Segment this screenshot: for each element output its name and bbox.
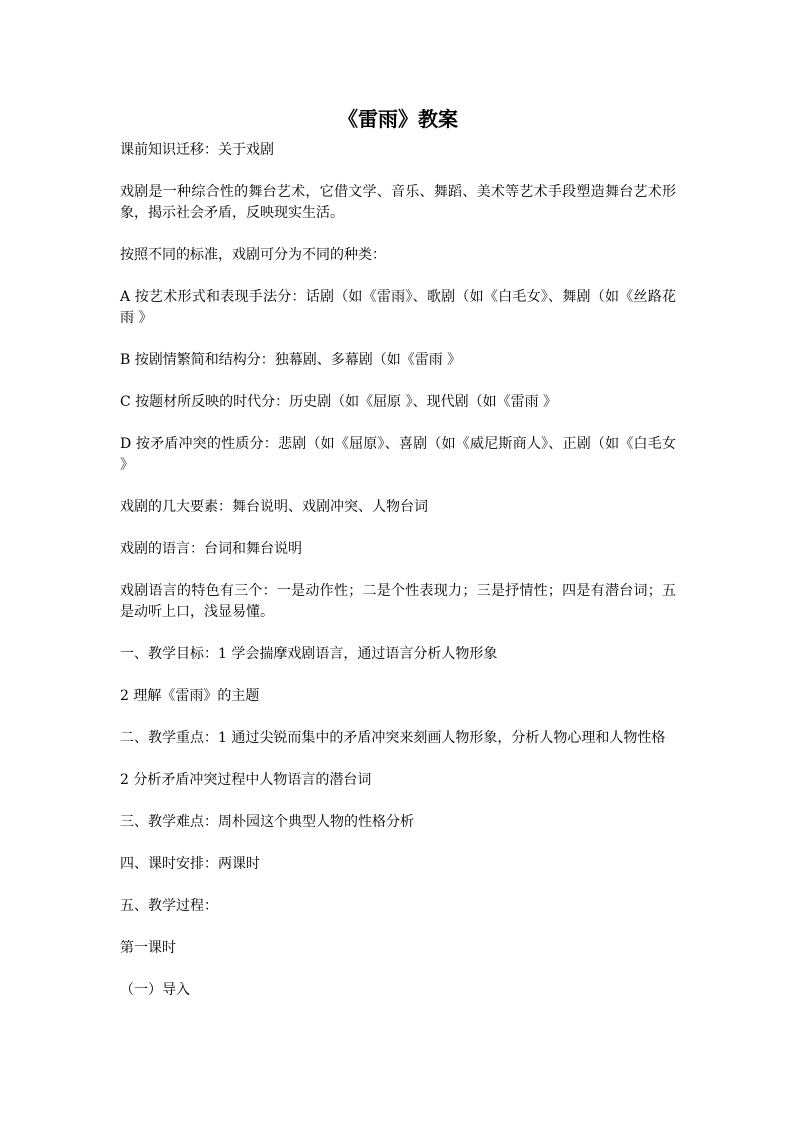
paragraph-intro-heading: 课前知识迁移：关于戏剧 — [120, 142, 274, 158]
paragraph-teaching-goal-2: 2 理解《雷雨》的主题 — [120, 688, 260, 704]
document-content — [120, 106, 676, 1022]
paragraph-category-d: D 按矛盾冲突的性质分：悲剧（如《屈原》、喜剧（如《威尼斯商人》、正剧（如《白毛女 》 — [120, 436, 676, 473]
paragraph-category-b: B 按剧情繁简和结构分：独幕剧、多幕剧（如《雷雨 》 — [120, 352, 462, 368]
paragraph-teaching-focus-2: 2 分析矛盾冲突过程中人物语言的潜台词 — [120, 772, 372, 788]
paragraph-category-c: C 按题材所反映的时代分：历史剧（如《屈原 》、现代剧（如《雷雨 》 — [120, 394, 558, 410]
paragraph-drama-definition: 戏剧是一种综合性的舞台艺术，它借文学、音乐、舞蹈、美术等艺术手段塑造舞台艺术形象，揭示社会矛盾，反映现实生活。 — [120, 184, 676, 221]
paragraph-category-a: A 按艺术形式和表现手法分：话剧（如《雷雨》、歌剧（如《白毛女》、舞剧（如《丝路花雨 》 — [120, 289, 676, 326]
paragraph-drama-categories: 按照不同的标准，戏剧可分为不同的种类： — [120, 247, 386, 263]
paragraph-teaching-goal-1: 一、教学目标：1 学会揣摩戏剧语言，通过语言分析人物形象 — [120, 646, 498, 662]
paragraph-introduction: （一）导入 — [120, 982, 190, 998]
paragraph-drama-language: 戏剧的语言：台词和舞台说明 — [120, 541, 302, 557]
paragraph-teaching-difficulty: 三、教学难点：周朴园这个典型人物的性格分析 — [120, 814, 414, 830]
document-title: 《雷雨》教案 — [338, 107, 458, 131]
paragraph-class-hours: 四、课时安排：两课时 — [120, 856, 260, 872]
paragraph-teaching-process: 五、教学过程： — [120, 898, 218, 914]
paragraph-language-features: 戏剧语言的特色有三个：一是动作性；二是个性表现力；三是抒情性；四是有潜台词；五是动听上口，浅显易懂。 — [120, 583, 676, 620]
paragraph-drama-elements: 戏剧的几大要素：舞台说明、戏剧冲突、人物台词 — [120, 499, 428, 515]
paragraph-first-lesson: 第一课时 — [120, 940, 176, 956]
paragraph-teaching-focus-1: 二、教学重点：1 通过尖锐而集中的矛盾冲突来刻画人物形象，分析人物心理和人物性格 — [120, 730, 666, 746]
